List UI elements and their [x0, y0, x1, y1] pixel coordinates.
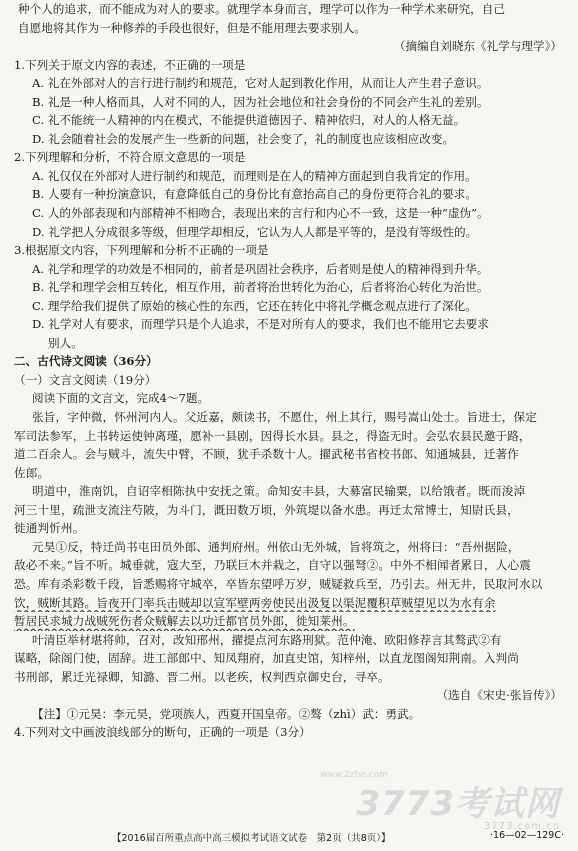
watermark-site: 3773.com.cn [484, 821, 560, 832]
watermark-domain: www.2zhe.com [320, 770, 388, 780]
classical-text-line: 书刑部，累迁光禄卿，知潞、晋二州。以老疾，权判西京御史台，寻卒。 [14, 669, 390, 684]
classical-text-line: 敌必不来。”旨不听。城垂就，寇大至，乃联巨木并栽之，自守以强弩②。中外不相闻者累日，人心震 [14, 558, 532, 573]
classical-text-line: 军司法参军，上书转运使钟离瑾，愿补一县剧，因得长水县。县之，得盗无时。会弘农县民邀于路， [14, 428, 531, 443]
footnote: 【注】①元昊：李元昊，党项族人，西夏开国皇帝。②骜（zhì）武：勇武。 [32, 706, 421, 721]
classical-text-line: 张旨，字仲微，怀州河内人。父近嘉，颇读书，不愿仕，州上其行，赐号嵩山处士。旨进士，保定 [32, 410, 537, 425]
question-3: 3.根据原文内容，下列理解和分析不正确的一项是 [14, 243, 269, 258]
option-1a: A. 礼在外部对人的言行进行制约和规范，它对人起到教化作用，从而让人产生君子意识。 [32, 76, 489, 91]
wavy-underlined-line: 饮，贼断其路。旨夜开门率兵击贼却以宣军壁两旁使民出汲复以渠泥覆积草贼望见以为水有余 [14, 595, 496, 610]
classical-text-line: 河三十里，疏泄支流注芍陂，为斗门，溉田数万顷，外筑堤以备水患。再迁太常博士，知尉氏县， [14, 502, 519, 517]
option-2c: C. 人的外部表现和内部精神不相吻合，表现出来的言行和内心不一致，这是一种“虚伪”。 [32, 206, 489, 221]
section-heading: 二、古代诗文阅读（36分） [14, 354, 158, 369]
option-3b: B. 礼学和理学会相互转化，相互作用，前者将治世转化为治心，后者将治心转化为治世。 [32, 280, 489, 295]
question-1: 1.下列关于原文内容的表述，不正确的一项是 [14, 57, 246, 72]
option-3d: D. 礼学对人有要求，而理学只是个人追求，不是对所有人的要求，我们也不能用它去要求 [32, 317, 489, 332]
text-line: 种个人的追求，而不能成为对人的要求。就理学本身而言，理学可以作为一种学术来研究，自己 [18, 2, 505, 16]
classical-text-line: 叶清臣举材堪将帅，召对，改知邢州，擢提点河东路刑狱。范仲淹、欧阳修荐言其骜武②有 [32, 632, 502, 647]
watermark [356, 776, 560, 832]
classical-text-line: 谋略，除阁门使，固辞。进工部郎中、知凤翔府，加直史馆，知梓州，以直龙图阁知荆南。入判尚 [14, 651, 519, 666]
classical-text-line: 元昊①反，特迁尚书屯田员外郎、通判府州。州依山无外城，旨将筑之，州将曰：“吾州据险， [32, 539, 520, 554]
classical-text-line: 徙通判忻州。 [14, 521, 85, 536]
classical-text-line: 道二百余人。会与贼斗，流失中臂，不顾，犹手杀数十人。擢武秘书省校书郎、知通城县，迁著作 [14, 447, 519, 462]
option-2b: B. 人要有一种扮演意识，有意降低自己的身份比有意抬高自己的身份更符合礼的要求。 [32, 187, 477, 202]
text-line: 自愿地将其作为一种修养的手段也很好，但是不能用理去要求别人。 [18, 20, 366, 35]
option-3d-continued: 别人。 [48, 335, 83, 350]
option-2a: A. 礼仅仅在外部对人进行制约和规范，而理则是在人的精神方面起到自我肯定的作用。 [32, 168, 477, 183]
question-2: 2.下列理解和分析，不符合原文意思的一项是 [14, 150, 246, 165]
classical-text-line: 明道中，淮南饥，自诏宰相陈执中安抚之策。命知安丰县，大募富民输粟，以给饿者。既而浚淖 [32, 484, 526, 499]
option-2d: D. 礼学把人分成很多等级，但理学却相反，它认为人人都是平等的，是没有等级性的。 [32, 224, 478, 239]
option-1c: C. 礼不能统一人精神的内在模式，不能提供道德因子、精神依归，对人的人格无益。 [32, 113, 466, 128]
option-1d: D. 礼会随着社会的发展产生一些新的问题，社会变了，礼的制度也应该相应改变。 [32, 131, 455, 146]
classical-text-line: 恐。库有杀彩数千段，旨悉赐将守城卒，卒皆东望呼万岁，贼疑救兵至，乃引去。州无井，民取河水以 [14, 576, 543, 591]
classical-text-line: 佐郎。 [14, 465, 50, 480]
wavy-underlined-line: 暂居民求城力战贼死伤者众贼解去以功迁都官员外郎，徙知莱州。 [14, 614, 355, 629]
footer-title: 【2016届百所重点高中高三模拟考试语文试卷 第2页（共8页）】 [112, 833, 391, 844]
source-citation: （摘编自刘晓东《礼学与理学》） [393, 39, 562, 54]
option-3c: C. 理学给我们提供了原始的核心性的东西，它还在转化中将礼学概念观点进行了深化。 [32, 298, 477, 313]
subsection-heading: （一）文言文阅读（19分） [14, 372, 157, 387]
watermark-logo: 3773考试网 [356, 784, 560, 824]
option-1b: B. 礼是一种人格而具，人对不同的人，因为社会地位和社会身份的不同会产生礼的差别。 [32, 94, 489, 109]
source-citation: （选自《宋史·张旨传》） [436, 688, 562, 703]
option-3a: A. 礼学和理学的功效是不相同的，前者是巩固社会秩序，后者则是使人的精神得到升华。 [32, 261, 489, 276]
reading-instruction: 阅读下面的文言文，完成4～7题。 [32, 391, 210, 406]
footer-code: ·16—02—129C· [490, 830, 564, 841]
question-4: 4.下列对文中画波浪线部分的断句，正确的一项是（3分） [14, 725, 311, 740]
page-body [14, 0, 566, 742]
